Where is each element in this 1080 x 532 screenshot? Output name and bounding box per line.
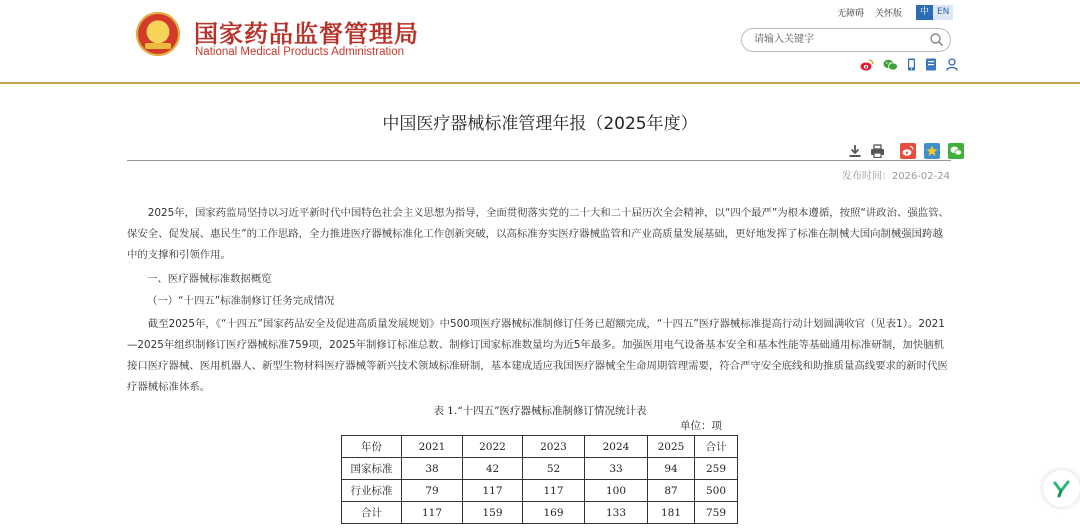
table-cell: 87 [648,480,695,502]
paragraph-intro: 2025年，国家药监局坚持以习近平新时代中国特色社会主义思想为指导，全面贯彻落实党的二十大和二十届历次全会精神，以“四个最严”为根本遵循，按照“讲政治、强监管、保安全、促发展、惠民生”的工作思路，全力推进医疗器械标准化工作创新突破，以高标准夯实医疗器械监管和产业高质量发展基础，更好地发挥了标准在制械大国向制械强国跨越中的支撑和引领作用。 [127,207,949,261]
table-cell: 94 [648,458,695,480]
table-cell: 759 [695,502,738,524]
section-heading-1: 一、医疗器械标准数据概览 [147,273,272,285]
table-cell: 117 [402,502,463,524]
table-cell: 259 [695,458,738,480]
table-cell: 100 [585,480,648,502]
table-cell: 33 [585,458,648,480]
search-input[interactable] [754,32,924,47]
lang-cn-button[interactable]: 中 [916,5,933,20]
table-row [342,480,738,502]
feedback-button[interactable] [1043,470,1080,507]
table-header-cell: 2021 [402,436,463,458]
site-header [0,0,1080,84]
mail-icon[interactable] [925,56,937,75]
care-mode-link[interactable]: 关怀版 [874,9,902,19]
table-header-row [342,436,738,458]
site-name-cn[interactable]: 国家药品监督管理局 [194,20,419,48]
top-links [829,6,902,19]
table-row [342,502,738,524]
site-name-en[interactable]: National Medical Products Administration [195,46,405,58]
table-header-cell: 2024 [585,436,648,458]
weibo-icon[interactable] [860,56,874,75]
user-icon[interactable] [946,56,958,75]
social-links [860,55,962,69]
search-box [741,28,951,52]
table-cell: 合计 [342,502,402,524]
mobile-icon[interactable] [907,56,916,75]
feedback-icon [1052,480,1072,498]
national-emblem-icon[interactable]: ★ [136,12,180,56]
section-heading-1-1: （一）“十四五”标准制修订任务完成情况 [147,295,335,307]
title-divider [127,160,951,161]
table-cell: 133 [585,502,648,524]
lang-en-button[interactable]: EN [933,5,953,20]
table-cell: 500 [695,480,738,502]
table-cell: 38 [402,458,463,480]
table-header-cell: 2022 [463,436,523,458]
article-tools [848,142,967,160]
table-caption: 表 1.“十四五”医疗器械标准制修订情况统计表 [433,405,647,417]
table-header-cell: 合计 [695,436,738,458]
table-cell: 42 [463,458,523,480]
accessibility-link[interactable]: 无障碍 [837,9,865,19]
table-cell: 159 [463,502,523,524]
table-header-cell: 2025 [648,436,695,458]
table-header-cell: 年份 [342,436,402,458]
paragraph-task-completion: 截至2025年，《“十四五”国家药品安全及促进高质量发展规划》中500项医疗器械标准制修订任务已超额完成，“十四五”医疗器械标准提高行动计划圆满收官（见表1）。2021—2025年组织制修订医疗器械标准759项，2025年制修订标准总数、制修订国家标准数量均为近5年最多。加强医用电气设备基本安全和基本性能等基础通用标准研制，加快脑机接口医疗器械、医用机器人、新型生物材料医疗器械等新兴技术领域标准研制，基本建成适应我国医疗器械全生命周期管理需要，符合严守安全底线和助推质量高线要求的新时代医疗器械标准体系。 [127,318,948,393]
table-cell: 52 [523,458,585,480]
table-cell: 行业标准 [342,480,402,502]
table-cell: 国家标准 [342,458,402,480]
standards-statistics-table [341,435,738,524]
table-cell: 181 [648,502,695,524]
wechat-icon[interactable] [883,56,898,75]
table-unit: 单位：项 [680,420,722,432]
search-icon[interactable] [929,32,944,47]
table-header-cell: 2023 [523,436,585,458]
table-cell: 169 [523,502,585,524]
table-cell: 117 [523,480,585,502]
table-cell: 79 [402,480,463,502]
table-cell: 117 [463,480,523,502]
table-row [342,458,738,480]
article-title: 中国医疗器械标准管理年报（2025年度） [382,114,698,134]
publish-date: 发布时间：2026-02-24 [841,171,950,182]
